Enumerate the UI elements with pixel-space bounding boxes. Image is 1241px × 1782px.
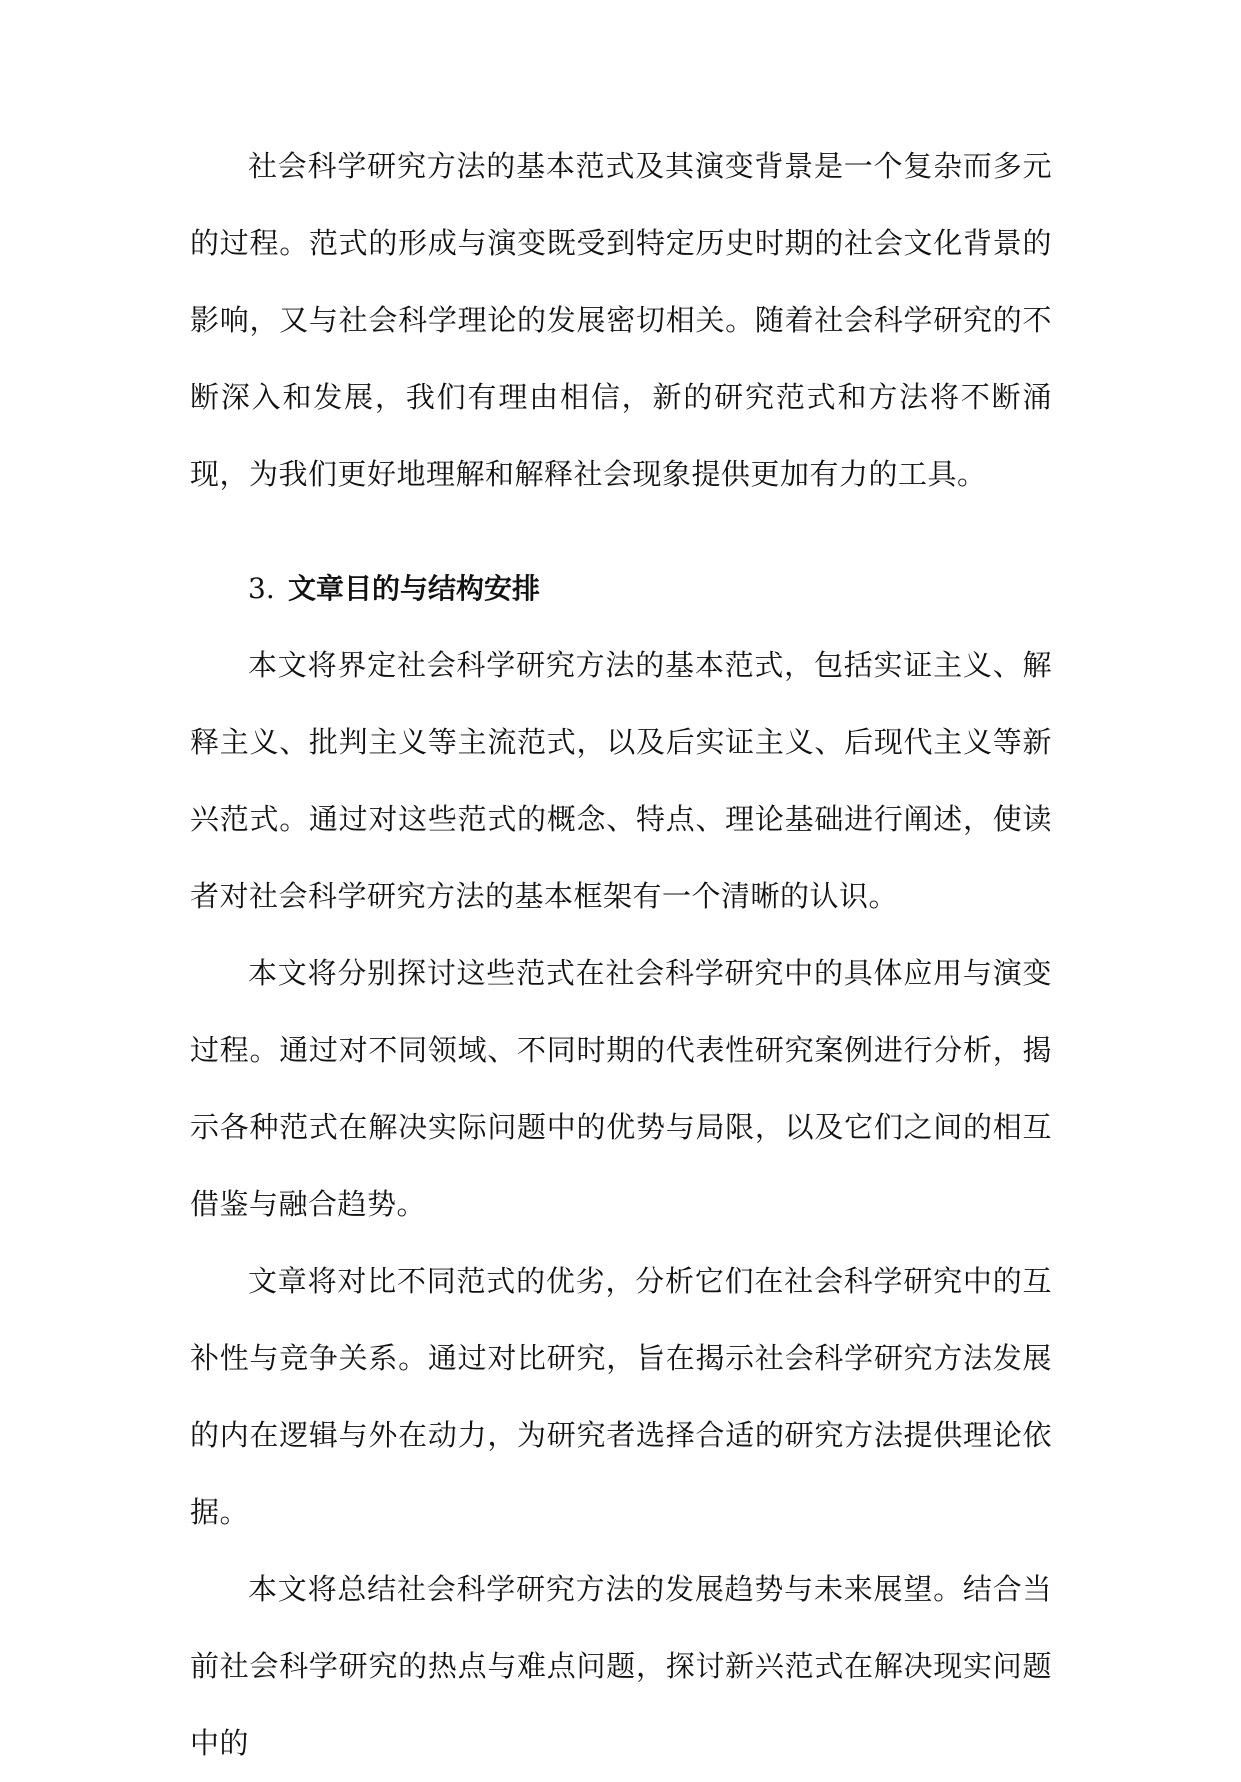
intro-text-block	[190, 128, 1052, 513]
body-paragraph: 本文将总结社会科学研究方法的发展趋势与未来展望。结合当前社会科学研究的热点与难点问题，探讨新兴范式在解决现实问题中的	[190, 1572, 1052, 1760]
body-paragraph: 本文将界定社会科学研究方法的基本范式，包括实证主义、解释主义、批判主义等主流范式，以及后实证主义、后现代主义等新兴范式。通过对这些范式的概念、特点、理论基础进行阐述，使读者对社会科学研究方法的基本框架有一个清晰的认识。	[190, 648, 1052, 913]
section-heading	[248, 550, 540, 627]
section-title: 文章目的与结构安排	[288, 572, 541, 605]
body-paragraph: 文章将对比不同范式的优劣，分析它们在社会科学研究中的互补性与竞争关系。通过对比研究，旨在揭示社会科学研究方法发展的内在逻辑与外在动力，为研究者选择合适的研究方法提供理论依据。	[190, 1264, 1052, 1529]
body-paragraph: 本文将分别探讨这些范式在社会科学研究中的具体应用与演变过程。通过对不同领域、不同时期的代表性研究案例进行分析，揭示各种范式在解决实际问题中的优势与局限，以及它们之间的相互借鉴与融合趋势。	[190, 956, 1052, 1221]
body-paragraph: 社会科学研究方法的基本范式及其演变背景是一个复杂而多元的过程。范式的形成与演变既受到特定历史时期的社会文化背景的影响，又与社会科学理论的发展密切相关。随着社会科学研究的不断深入和发展，我们有理由相信，新的研究范式和方法将不断涌现，为我们更好地理解和解释社会现象提供更加有力的工具。	[190, 149, 1052, 491]
section-text-block	[190, 627, 1052, 1782]
section-number: 3.	[248, 572, 275, 605]
